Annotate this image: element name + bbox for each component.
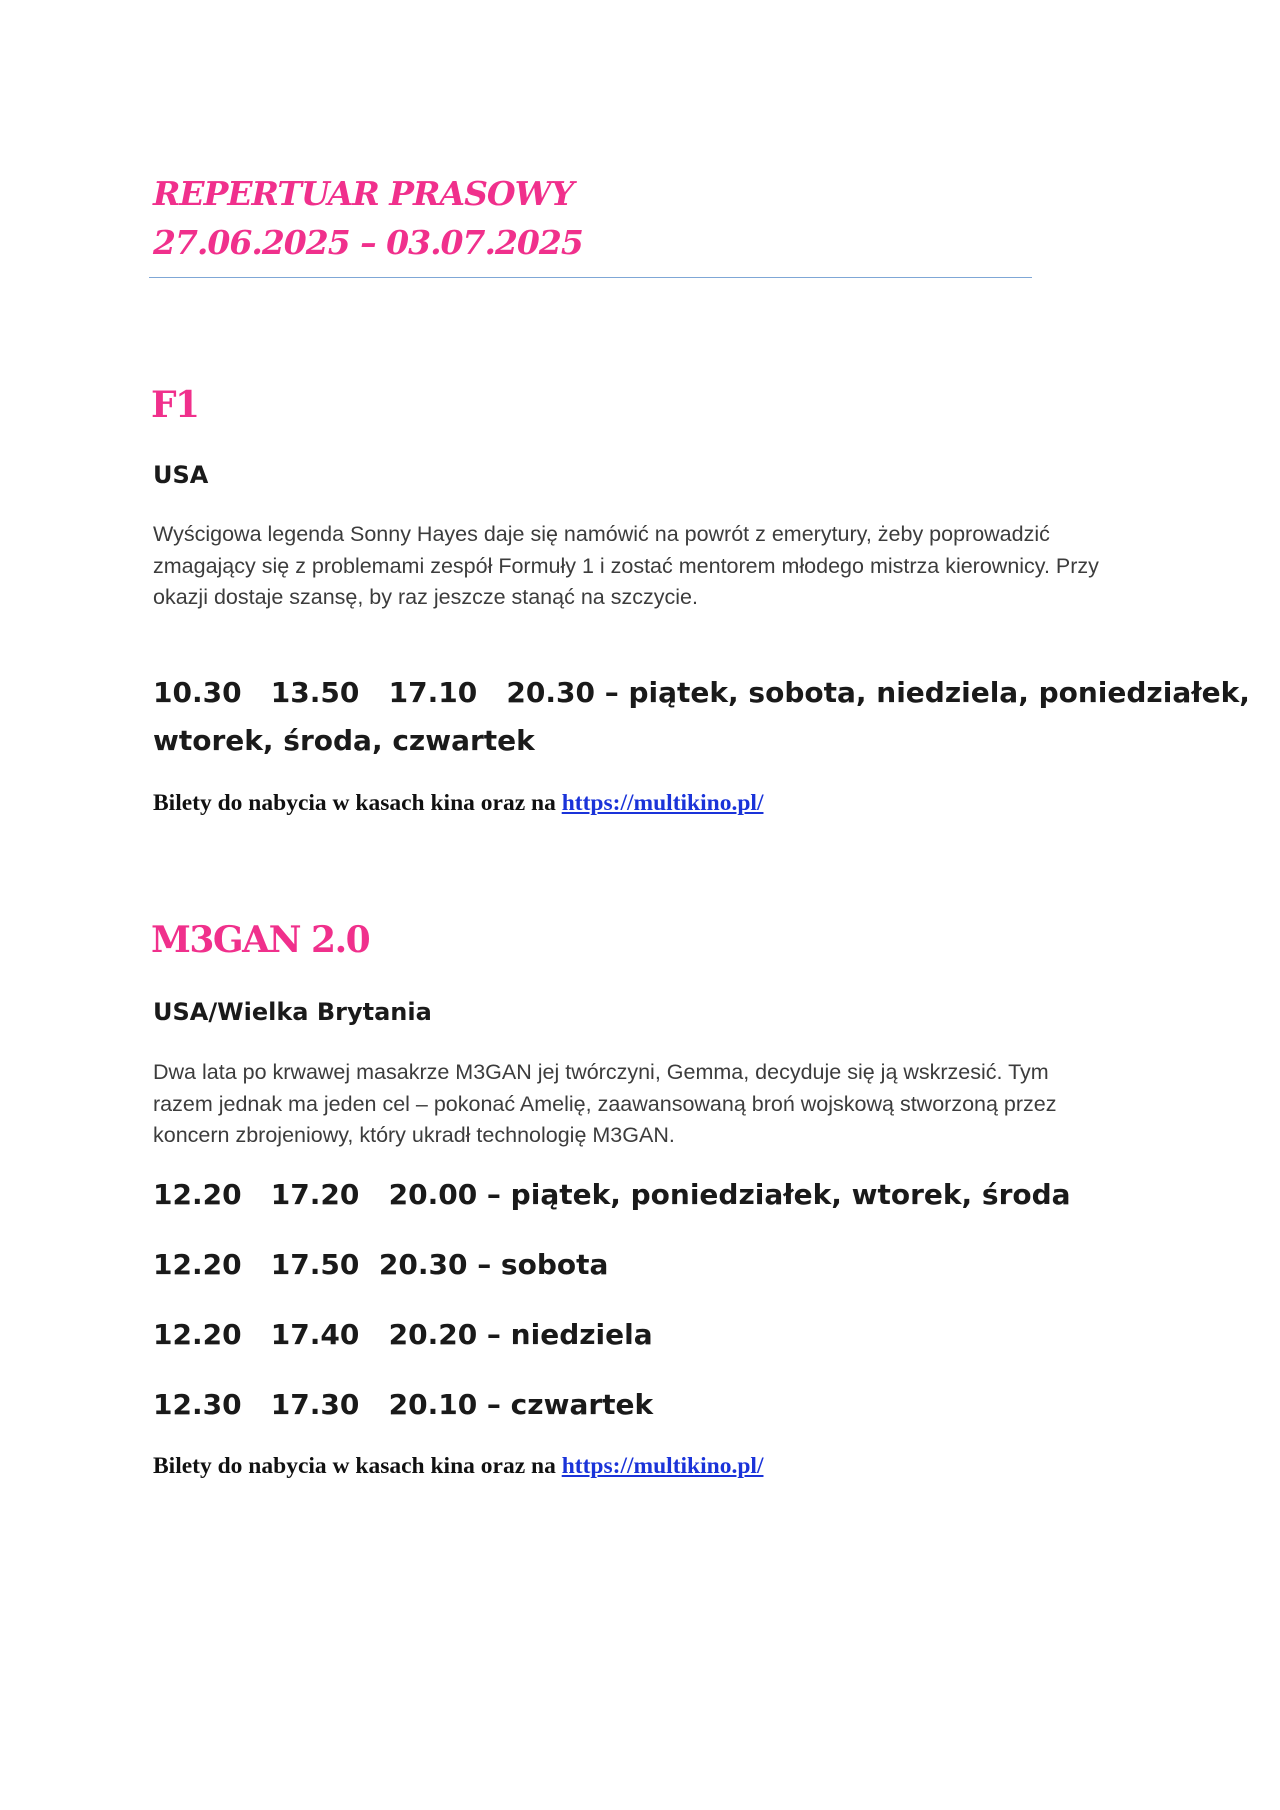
header-divider xyxy=(149,277,1032,278)
showtimes-f1: 10.30 13.50 17.10 20.30 – piątek, sobota, niedziela, poniedziałek, wtorek, środa, czwartek xyxy=(153,676,1250,757)
date-range: 27.06.2025 – 03.07.2025 xyxy=(153,223,583,262)
tickets-text: Bilety do nabycia w kasach kina oraz na xyxy=(153,790,562,816)
showtime-row: 12.20 17.40 20.20 – niedziela xyxy=(153,1318,653,1351)
tickets-link[interactable]: https://multikino.pl/ xyxy=(561,790,764,816)
tickets-info-m3gan xyxy=(153,1451,763,1481)
tickets-info-f1 xyxy=(153,788,763,818)
tickets-link[interactable]: https://multikino.pl/ xyxy=(561,1453,764,1479)
page-title: REPERTUAR PRASOWY xyxy=(153,174,574,213)
film-country-m3gan: USA/Wielka Brytania xyxy=(153,998,432,1026)
film-synopsis-f1: Wyścigowa legenda Sonny Hayes daje się namówić na powrót z emerytury, żeby poprowadzić zmagający się z problemami zespół Formuły 1 i zostać mentorem młodego mistrza kierownicy. Przy okazji dostaje szansę, by raz jeszcze stanąć na szczycie. xyxy=(153,522,1099,609)
tickets-text: Bilety do nabycia w kasach kina oraz na xyxy=(153,1453,562,1479)
film-synopsis-m3gan: Dwa lata po krwawej masakrze M3GAN jej twórczyni, Gemma, decyduje się ją wskrzesić. Tym razem jednak ma jeden cel – pokonać Amelię, zaawansowaną broń wojskową stworzoną przez koncern zbrojeniowy, który ukradł technologię M3GAN. xyxy=(153,1060,1057,1147)
showtime-row: 12.20 17.20 20.00 – piątek, poniedziałek, wtorek, środa xyxy=(153,1178,1071,1211)
showtime-row: 12.30 17.30 20.10 – czwartek xyxy=(153,1388,654,1421)
film-country-f1: USA xyxy=(153,461,209,489)
showtime-row: 12.20 17.50 20.30 – sobota xyxy=(153,1248,609,1281)
film-title-m3gan: M3GAN 2.0 xyxy=(151,919,370,961)
film-title-f1: F1 xyxy=(151,384,199,426)
